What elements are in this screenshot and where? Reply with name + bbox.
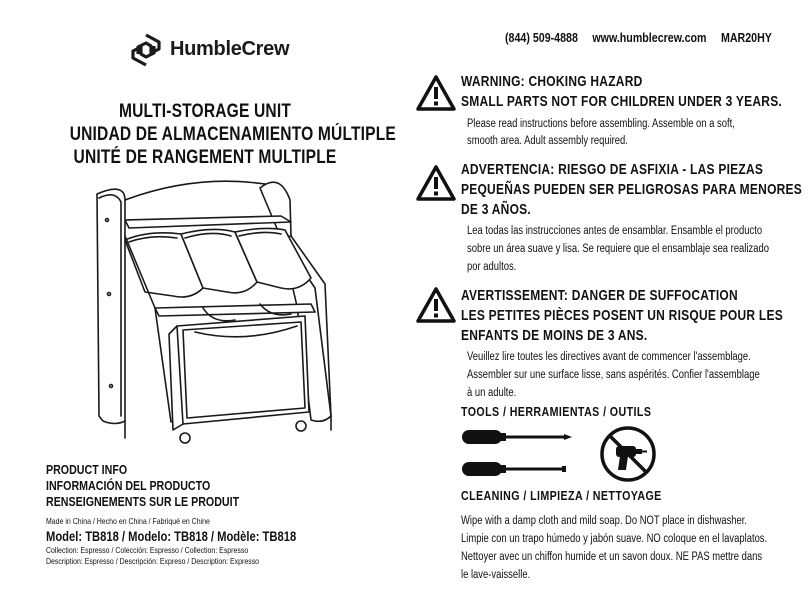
product-info-heading-fr: RENSEIGNEMENTS SUR LE PRODUIT: [46, 494, 240, 509]
cleaning-instructions: [461, 512, 767, 584]
product-info-heading-en: PRODUCT INFO: [46, 462, 128, 477]
warning-triangle-icon: [415, 286, 457, 324]
cleaning-line-fr: Nettoyer avec un chiffon humide et un savon doux. NE PAS mettre dans: [461, 551, 763, 563]
warning-french: [415, 286, 783, 406]
description: Description: Espresso / Descripción: Expreso / Description: Expresso: [46, 556, 260, 566]
warning-fr-body-1: Veuillez lire toutes les directives avant de commencer l'assemblage.: [467, 351, 751, 363]
tools-heading: TOOLS / HERRAMIENTAS / OUTILS: [461, 404, 652, 419]
warning-fr-title-3: ENFANTS DE MOINS DE 3 ANS.: [461, 327, 648, 344]
title-english: MULTI-STORAGE UNIT: [118, 101, 292, 122]
warning-fr-body-2: Assembler sur une surface lisse, sans aspérités. Confier l'assemblage: [467, 369, 760, 381]
warning-en-title-2: SMALL PARTS NOT FOR CHILDREN UNDER 3 YEARS.: [461, 93, 783, 110]
phillips-screwdriver-icon: [462, 430, 572, 444]
cleaning-line-es: Limpie con un trapo húmedo y jabón suave. NO coloque en el lavaplatos.: [461, 533, 768, 545]
product-info-heading-es: INFORMACIÓN DEL PRODUCTO: [46, 478, 211, 493]
warning-en-body-2: smooth area. Adult assembly required.: [467, 135, 628, 147]
no-power-drill-icon: [598, 424, 658, 484]
model-number: Model: TB818 / Modelo: TB818 / Modèle: TB818: [46, 528, 297, 544]
warning-es-title-2: PEQUEÑAS PUEDEN SER PELIGROSAS PARA MENORES: [461, 181, 803, 198]
warning-es-body-3: por adultos.: [467, 261, 517, 273]
warning-es-body-2: sobre un área suave y lisa. Se requiere que el ensamblaje sea realizado: [467, 243, 769, 255]
collection: Collection: Espresso / Colección: Espresso / Collection: Espresso: [46, 545, 249, 555]
screwdrivers-illustration: [460, 424, 610, 486]
cleaning-line-en: Wipe with a damp cloth and mild soap. Do NOT place in dishwasher.: [461, 515, 748, 527]
warning-es-title-3: DE 3 AÑOS.: [461, 201, 531, 218]
warning-es-body-1: Lea todas las instrucciones antes de ensamblar. Ensamble el producto: [467, 225, 763, 237]
title-french: UNITÉ DE RANGEMENT MULTIPLE: [73, 147, 337, 168]
warning-en-body-1: Please read instructions before assembling. Assemble on a soft,: [467, 118, 735, 130]
product-info: [46, 462, 376, 567]
humblecrew-logo-icon: [128, 32, 164, 68]
title-spanish: UNIDAD DE ALMACENAMIENTO MÚLTIPLE: [69, 124, 396, 145]
flat-screwdriver-icon: [462, 462, 566, 476]
product-titles: [40, 100, 396, 169]
contact-line: [505, 30, 783, 45]
cleaning-heading: CLEANING / LIMPIEZA / NETTOYAGE: [461, 488, 662, 503]
warning-es-title-1: ADVERTENCIA: RIESGO DE ASFIXIA - LAS PIEZAS: [461, 161, 764, 178]
warning-en-title-1: WARNING: CHOKING HAZARD: [461, 73, 643, 90]
brand-name: HumbleCrew: [170, 38, 290, 60]
warning-english: [415, 72, 783, 152]
manual-code: MAR20HY: [720, 30, 772, 45]
warning-triangle-icon: [415, 74, 457, 112]
warning-fr-body-3: à un adulte.: [467, 387, 517, 399]
warning-triangle-icon: [415, 164, 457, 202]
storage-unit-illustration: [85, 176, 355, 454]
brand-header: [128, 30, 298, 70]
cleaning-line-fr-cont: le lave-vaisselle.: [461, 569, 531, 581]
warning-fr-title-1: AVERTISSEMENT: DANGER DE SUFFOCATION: [461, 287, 738, 304]
warning-spanish: [415, 160, 803, 280]
website: www.humblecrew.com: [592, 30, 707, 45]
phone-number: (844) 509-4888: [505, 30, 578, 45]
warning-fr-title-2: LES PETITES PIÈCES POSENT UN RISQUE POUR LES: [461, 307, 783, 324]
made-in: Made in China / Hecho en China / Fabriqué en Chine: [46, 516, 210, 526]
